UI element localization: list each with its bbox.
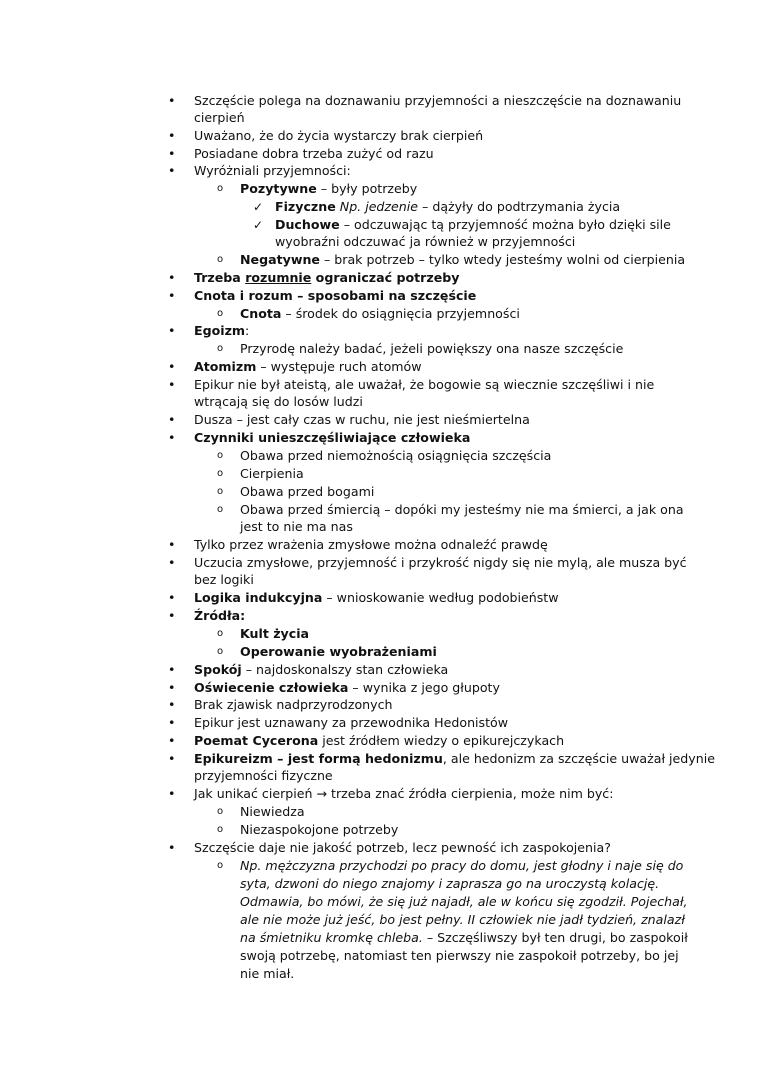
sub-item: Cierpienia xyxy=(240,466,304,481)
sub-sub-item-continuation: wyobraźni odczuwać ja również w przyjemności xyxy=(275,234,576,249)
bullet-marker: • xyxy=(168,786,176,801)
list-item xyxy=(194,359,422,375)
list-item xyxy=(194,288,476,304)
sub-item: Obawa przed śmiercią – dopóki my jesteśmy nie ma śmierci, a jak ona xyxy=(240,502,684,517)
term-bold: Cnota i rozum – sposobami na szczęście xyxy=(194,288,477,303)
check-marker: ✓ xyxy=(253,200,264,214)
bullet-marker: • xyxy=(168,608,176,623)
list-item: Posiadane dobra trzeba zużyć od razu xyxy=(194,146,434,161)
list-item: Epikur jest uznawany za przewodnika Hedonistów xyxy=(194,715,509,730)
example-italic: na śmietniku kromkę chleba. xyxy=(240,930,423,945)
term-bold: Oświecenie człowieka xyxy=(194,680,349,695)
circle-marker: o xyxy=(217,450,224,461)
sub-item: Niezaspokojone potrzeby xyxy=(240,822,399,837)
list-item xyxy=(194,680,500,696)
term-description: – odczuwając tą przyjemność można było dzięki sile xyxy=(339,217,671,232)
term-description: : xyxy=(245,323,250,338)
example-paragraph-line xyxy=(240,876,659,892)
term-bold: Egoizm xyxy=(194,323,246,338)
example-italic: Odmawia, bo mówi, że się już najadł, ale w końcu się zgodził. Pojechał, xyxy=(240,894,688,909)
list-item: Jak unikać cierpień → trzeba znać źródła cierpienia, może nim być: xyxy=(194,786,614,801)
term-description: – były potrzeby xyxy=(316,181,418,196)
bullet-marker: • xyxy=(168,128,176,143)
sub-item: Obawa przed niemożnością osiągnięcia szczęścia xyxy=(240,448,552,463)
example-paragraph-line xyxy=(240,930,688,946)
list-item xyxy=(194,733,564,749)
list-item xyxy=(194,590,559,606)
term-bold: Negatywne xyxy=(240,252,320,267)
list-item: Uważano, że do życia wystarczy brak cierpień xyxy=(194,128,484,143)
term-bold: Duchowe xyxy=(275,217,340,232)
circle-marker: o xyxy=(217,486,224,497)
term-description: – najdoskonalszy stan człowieka xyxy=(241,662,449,677)
list-item: Szczęście daje nie jakość potrzeb, lecz pewność ich zaspokojenia? xyxy=(194,840,611,855)
term-bold: ograniczać potrzeby xyxy=(311,270,460,285)
term-bold: Spokój xyxy=(194,662,242,677)
sub-item xyxy=(240,644,437,660)
term-bold: Fizyczne xyxy=(275,199,336,214)
sub-item: Przyrodę należy badać, jeżeli powiększy ona nasze szczęście xyxy=(240,341,624,356)
circle-marker: o xyxy=(217,183,224,194)
list-item: Uczucia zmysłowe, przyjemność i przykrość nigdy się nie mylą, ale musza być xyxy=(194,555,687,570)
term-description: jest źródłem wiedzy o epikurejczykach xyxy=(318,733,565,748)
bullet-marker: • xyxy=(168,377,176,392)
term-bold: Kult życia xyxy=(240,626,310,641)
sub-item xyxy=(240,181,417,197)
circle-marker: o xyxy=(217,468,224,479)
term-description: – wynika z jego głupoty xyxy=(348,680,500,695)
bullet-marker: • xyxy=(168,430,176,445)
example-paragraph-line: swoją potrzebę, natomiast ten pierwszy nie zaspokoił potrzeby, bo jej xyxy=(240,948,679,963)
example-conclusion: – Szczęśliwszy był ten drugi, bo zaspokoił xyxy=(422,930,688,945)
list-item xyxy=(194,662,448,678)
list-item: Dusza – jest cały czas w ruchu, nie jest nieśmiertelna xyxy=(194,412,530,427)
list-item-continuation: przyjemności fizyczne xyxy=(194,768,333,783)
example-italic: Np. jedzenie xyxy=(335,199,419,214)
example-paragraph-line xyxy=(240,912,685,928)
term-bold: Operowanie wyobrażeniami xyxy=(240,644,437,659)
bullet-marker: • xyxy=(168,751,176,766)
list-item xyxy=(194,270,459,286)
bullet-marker: • xyxy=(168,555,176,570)
term-description: – brak potrzeb – tylko wtedy jesteśmy wolni od cierpienia xyxy=(319,252,686,267)
term-bold: Trzeba xyxy=(194,270,246,285)
check-marker: ✓ xyxy=(253,218,264,232)
example-paragraph-line xyxy=(240,858,683,874)
bullet-marker: • xyxy=(168,537,176,552)
term-underlined: rozumnie xyxy=(245,270,312,285)
bullet-marker: • xyxy=(168,680,176,695)
list-item-continuation: cierpień xyxy=(194,110,245,125)
list-item xyxy=(194,608,245,624)
sub-sub-item xyxy=(275,217,671,233)
circle-marker: o xyxy=(217,628,224,639)
term-bold: Logika indukcyjna xyxy=(194,590,323,605)
term-description: – wnioskowanie według podobieństw xyxy=(322,590,559,605)
sub-item: Obawa przed bogami xyxy=(240,484,375,499)
bullet-marker: • xyxy=(168,270,176,285)
bullet-marker: • xyxy=(168,733,176,748)
sub-item xyxy=(240,626,309,642)
list-item xyxy=(194,751,715,767)
sub-item: Niewiedza xyxy=(240,804,305,819)
term-description: , ale hedonizm za szczęście uważał jedynie xyxy=(442,751,715,766)
circle-marker: o xyxy=(217,824,224,835)
circle-marker: o xyxy=(217,806,224,817)
list-item: Tylko przez wrażenia zmysłowe można odnaleźć prawdę xyxy=(194,537,548,552)
sub-sub-item xyxy=(275,199,620,215)
bullet-marker: • xyxy=(168,590,176,605)
list-item: Brak zjawisk nadprzyrodzonych xyxy=(194,697,393,712)
circle-marker: o xyxy=(217,343,224,354)
bullet-marker: • xyxy=(168,288,176,303)
circle-marker: o xyxy=(217,860,224,871)
circle-marker: o xyxy=(217,308,224,319)
bullet-marker: • xyxy=(168,840,176,855)
example-italic: syta, dzwoni do niego znajomy i zaprasza go na uroczystą kolację. xyxy=(240,876,660,891)
list-item-continuation: bez logiki xyxy=(194,572,254,587)
sub-item xyxy=(240,252,685,268)
bullet-marker: • xyxy=(168,697,176,712)
list-item: Wyróżniali przyjemności: xyxy=(194,163,351,178)
bullet-marker: • xyxy=(168,359,176,374)
list-item xyxy=(194,430,470,446)
example-paragraph-line xyxy=(240,894,688,910)
bullet-marker: • xyxy=(168,412,176,427)
term-bold: Poemat Cycerona xyxy=(194,733,319,748)
term-description: – występuje ruch atomów xyxy=(256,359,422,374)
term-bold: Epikureizm – jest formą hedonizmu xyxy=(194,751,443,766)
circle-marker: o xyxy=(217,254,224,265)
term-bold: Atomizm xyxy=(194,359,257,374)
bullet-marker: • xyxy=(168,323,176,338)
list-item: Epikur nie był ateistą, ale uważał, że bogowie są wiecznie szczęśliwi i nie xyxy=(194,377,655,392)
term-description: – dążyły do podtrzymania życia xyxy=(418,199,621,214)
circle-marker: o xyxy=(217,646,224,657)
list-item: Szczęście polega na doznawaniu przyjemności a nieszczęście na doznawaniu xyxy=(194,93,682,108)
bullet-marker: • xyxy=(168,715,176,730)
example-italic: Np. mężczyzna przychodzi po pracy do domu, jest głodny i naje się do xyxy=(240,858,684,873)
term-bold: Źródła: xyxy=(194,608,246,623)
bullet-marker: • xyxy=(168,662,176,677)
example-italic: ale nie może już jeść, bo jest pełny. II człowiek nie jadł tydzień, znalazł xyxy=(240,912,685,927)
example-paragraph-line: nie miał. xyxy=(240,966,295,981)
list-item-continuation: wtrącają się do losów ludzi xyxy=(194,394,363,409)
bullet-marker: • xyxy=(168,93,176,108)
circle-marker: o xyxy=(217,504,224,515)
sub-item-continuation: jest to nie ma nas xyxy=(240,519,353,534)
term-bold: Czynniki unieszczęśliwiające człowieka xyxy=(194,430,471,445)
sub-item xyxy=(240,306,520,322)
bullet-marker: • xyxy=(168,146,176,161)
list-item xyxy=(194,323,249,339)
term-description: – środek do osiągnięcia przyjemności xyxy=(281,306,520,321)
term-bold: Cnota xyxy=(240,306,282,321)
bullet-marker: • xyxy=(168,163,176,178)
term-bold: Pozytywne xyxy=(240,181,317,196)
